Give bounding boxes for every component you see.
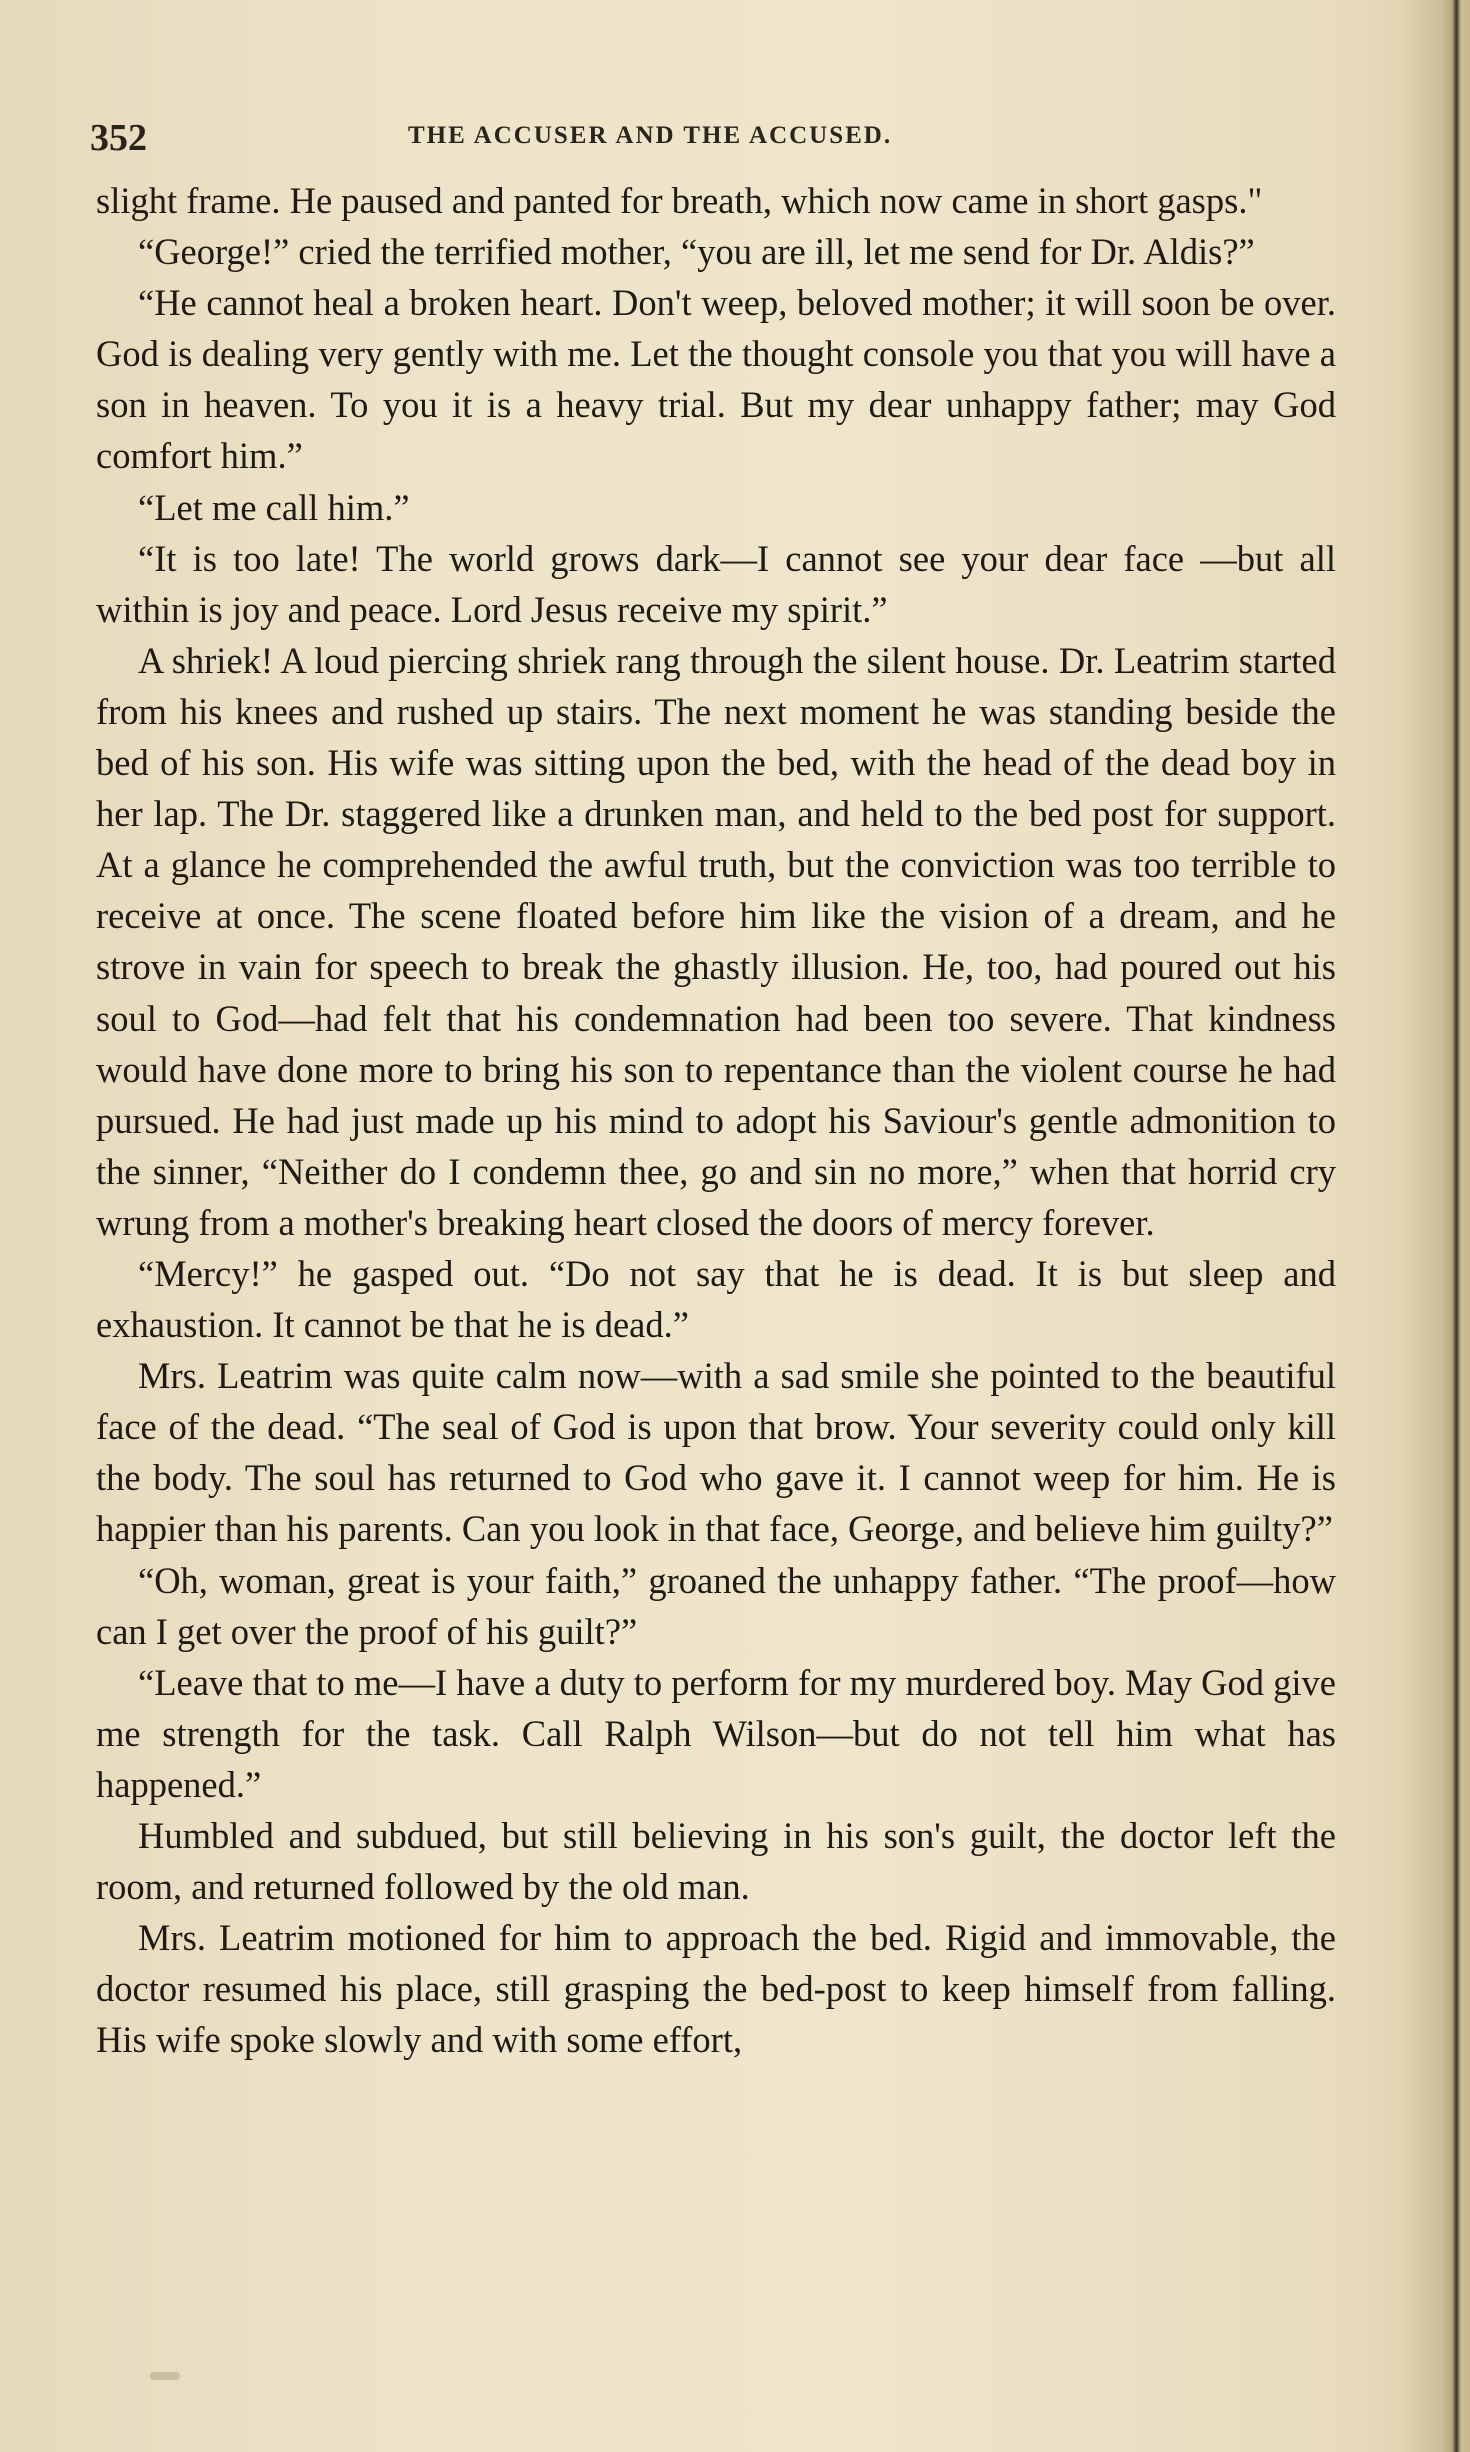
- running-head: [90, 108, 1320, 158]
- paragraph: A shriek! A loud piercing shriek rang through the silent house. Dr. Leatrim started from his knees and rushed up stairs. The next moment he was standing beside the bed of his son. His wife was sitting upon the bed, with the head of the dead boy in her lap. The Dr. staggered like a drunken man, and held to the bed post for support. At a glance he comprehended the awful truth, but the conviction was too terrible to receive at once. The scene floated before him like the vision of a dream, and he strove in vain for speech to break the ghastly illusion. He, too, had poured out his soul to God—had felt that his condemnation had been too severe. That kindness would have done more to bring his son to repentance than the violent course he had pursued. He had just made up his mind to adopt his Saviour's gentle admonition to the sinner, “Neither do I condemn thee, go and sin no more,” when that horrid cry wrung from a mother's breaking heart closed the doors of mercy forever.: [96, 639, 1336, 1243]
- page-edge: [1440, 0, 1470, 2452]
- paragraph: “He cannot heal a broken heart. Don't weep, beloved mother; it will soon be over. God is dealing very gently with me. Let the thought console you that you will have a son in heaven. To you it is a heavy trial. But my dear unhappy father; may God comfort him.”: [96, 282, 1336, 477]
- paragraph: Mrs. Leatrim motioned for him to approach the bed. Rigid and immovable, the doctor resumed his place, still grasping the bed-post to keep himself from falling. His wife spoke slowly and with some effort,: [96, 1917, 1336, 2061]
- paragraph: Mrs. Leatrim was quite calm now—with a sad smile she pointed to the beautiful face of the dead. “The seal of God is upon that brow. Your severity could only kill the body. The soul has returned to God who gave it. I cannot weep for him. He is happier than his parents. Can you look in that face, George, and believe him guilty?”: [96, 1355, 1336, 1550]
- body-text: [96, 175, 1336, 2065]
- paragraph: “George!” cried the terrified mother, “you are ill, let me send for Dr. Aldis?”: [138, 231, 1255, 273]
- paragraph: “Mercy!” he gasped out. “Do not say that he is dead. It is but sleep and exhaustion. It cannot be that he is dead.”: [96, 1252, 1336, 1346]
- paragraph: “Let me call him.”: [138, 486, 410, 528]
- paragraph: Humbled and subdued, but still believing in his son's guilt, the doctor left the room, and returned followed by the old man.: [96, 1815, 1336, 1908]
- running-title: THE ACCUSER AND THE ACCUSED.: [408, 122, 893, 149]
- ink-smudge: [150, 2372, 180, 2380]
- gutter-shadow: [1400, 0, 1440, 2452]
- paragraph: slight frame. He paused and panted for breath, which now came in short gasps.": [96, 180, 1263, 221]
- paragraph: “Leave that to me—I have a duty to perform for my murdered boy. May God give me strength for the task. Call Ralph Wilson—but do not tell him what has happened.”: [96, 1661, 1336, 1805]
- paragraph: “Oh, woman, great is your faith,” groaned the unhappy father. “The proof—how can I get over the proof of his guilt?”: [96, 1559, 1336, 1652]
- paragraph: “It is too late! The world grows dark—I cannot see your dear face —but all within is joy and peace. Lord Jesus receive my spirit.”: [96, 537, 1336, 630]
- page-number: 352: [90, 117, 147, 159]
